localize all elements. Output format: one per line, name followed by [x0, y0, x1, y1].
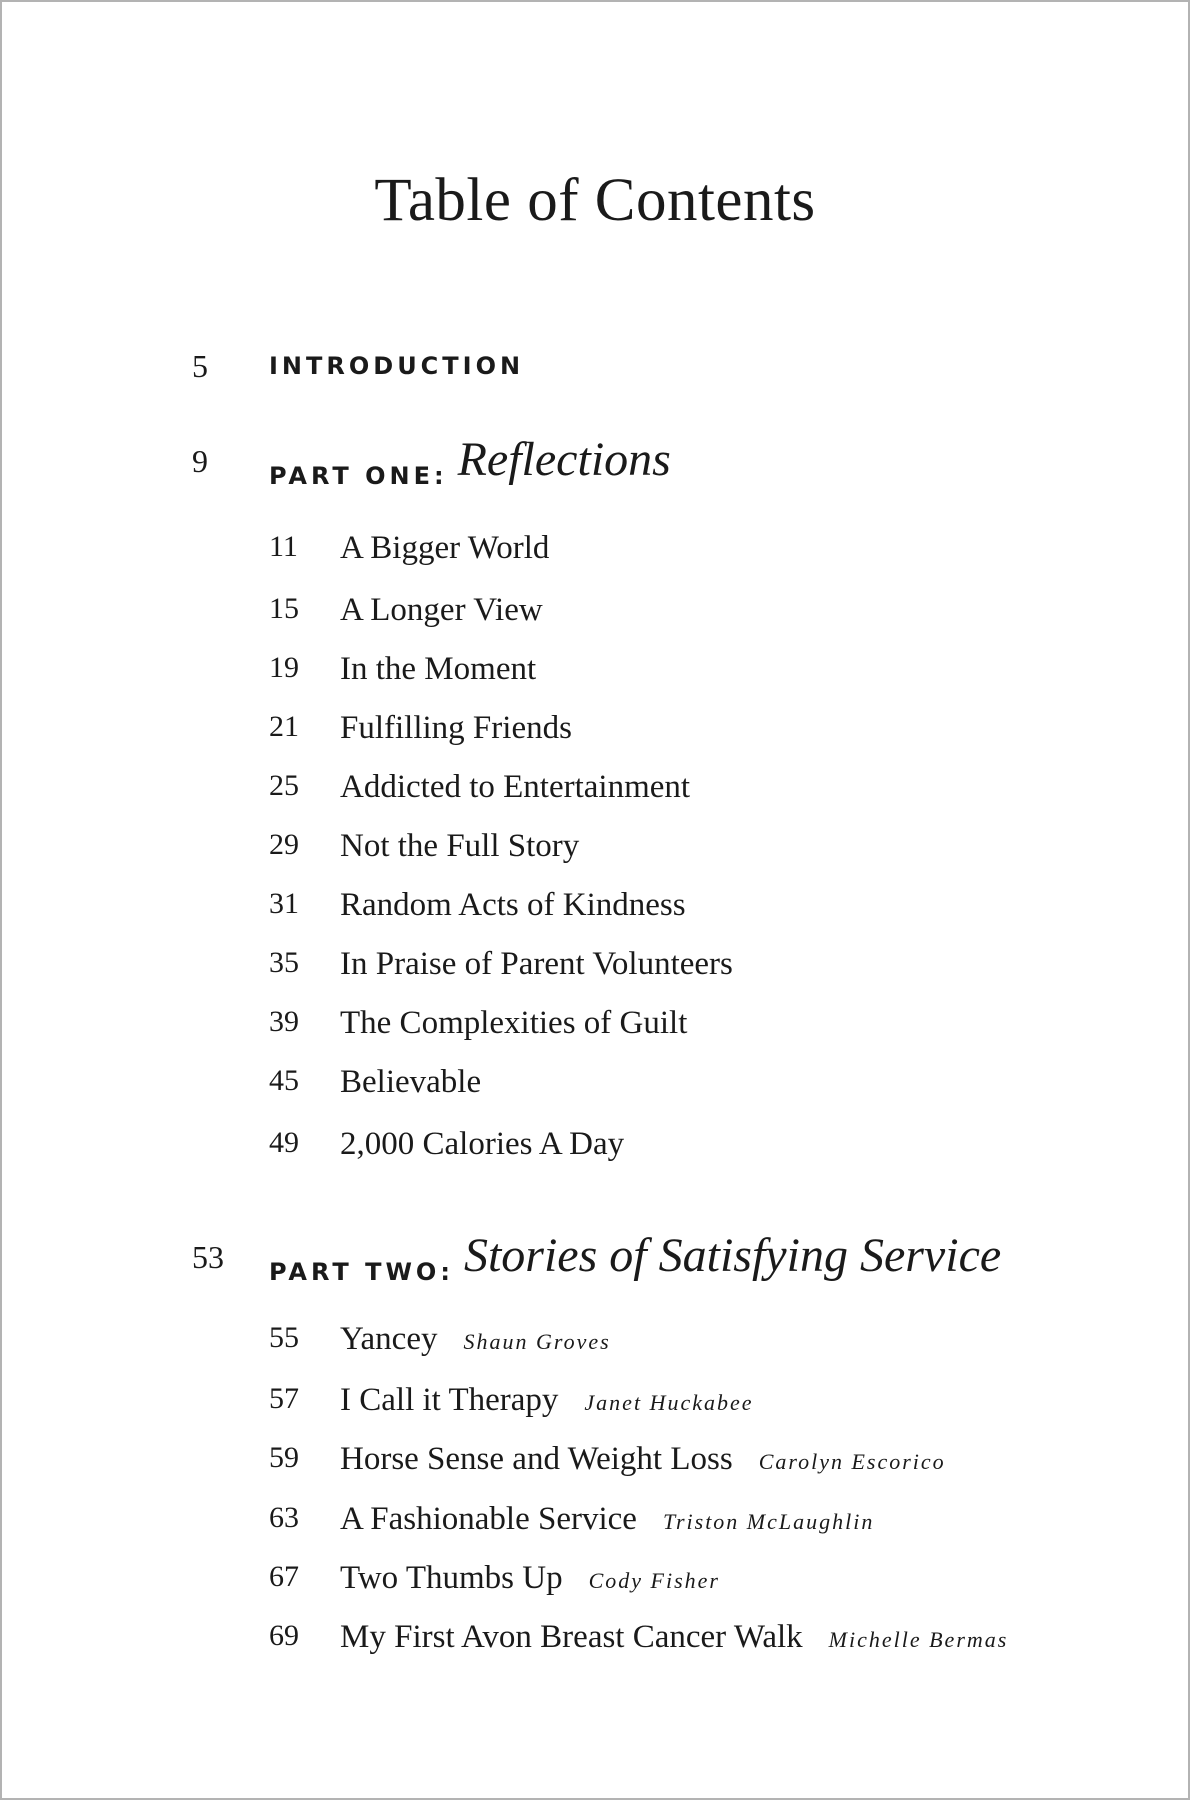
page-number: 45: [269, 1064, 299, 1097]
section-label: INTRODUCTION: [269, 352, 525, 380]
entry-title: Random Acts of Kindness: [340, 887, 686, 923]
section-label: [269, 1229, 1002, 1286]
page-number: 55: [269, 1321, 299, 1354]
entry-title-text: My First Avon Breast Cancer Walk: [340, 1619, 803, 1655]
entry-title: In the Moment: [340, 651, 537, 687]
page-number: 29: [269, 828, 299, 861]
entry-author: Michelle Bermas: [828, 1627, 1009, 1652]
part-label: PART ONE:: [269, 462, 448, 490]
page-number: 19: [269, 651, 299, 684]
entry-author: Shaun Groves: [463, 1329, 611, 1354]
part-title: Reflections: [457, 433, 671, 486]
page-title: Table of Contents: [374, 167, 816, 234]
entry-title: Addicted to Entertainment: [340, 769, 691, 805]
entry-title-text: Horse Sense and Weight Loss: [340, 1441, 733, 1477]
entry-author: Triston McLaughlin: [662, 1509, 875, 1534]
entry-title-text: Two Thumbs Up: [340, 1560, 563, 1596]
page-number: 15: [269, 592, 299, 625]
entry-title: [340, 1503, 874, 1536]
entry-title: [340, 1323, 611, 1356]
entry-title: [340, 1384, 754, 1417]
page-number: 5: [192, 348, 208, 384]
page-number: 67: [269, 1560, 299, 1593]
entry-author: Janet Huckabee: [584, 1390, 754, 1415]
entry-title: [340, 1443, 946, 1476]
entry-title: 2,000 Calories A Day: [340, 1126, 625, 1162]
entry-title: A Longer View: [340, 592, 543, 628]
page-number: 49: [269, 1126, 299, 1159]
entry-title-text: I Call it Therapy: [340, 1382, 559, 1418]
page-number: 53: [192, 1239, 224, 1275]
entry-title-text: A Fashionable Service: [340, 1501, 637, 1537]
entry-title: A Bigger World: [340, 530, 550, 566]
entry-title: Fulfilling Friends: [340, 710, 572, 746]
entry-title: The Complexities of Guilt: [340, 1005, 688, 1041]
page-number: 63: [269, 1501, 299, 1534]
entry-title: [340, 1562, 720, 1595]
part-label: PART TWO:: [269, 1258, 454, 1286]
entry-title: Believable: [340, 1064, 482, 1100]
entry-title-text: Yancey: [340, 1321, 438, 1357]
page-number: 11: [269, 530, 298, 563]
page-number: 31: [269, 887, 299, 920]
page-number: 39: [269, 1005, 299, 1038]
page-number: 35: [269, 946, 299, 979]
page-number: 57: [269, 1382, 299, 1415]
page-number: 59: [269, 1441, 299, 1474]
page-number: 25: [269, 769, 299, 802]
entry-author: Cody Fisher: [588, 1568, 720, 1593]
entry-title: In Praise of Parent Volunteers: [340, 946, 733, 982]
page-number: 21: [269, 710, 299, 743]
page-number: 69: [269, 1619, 299, 1652]
section-label: [269, 433, 671, 490]
entry-title: Not the Full Story: [340, 828, 580, 864]
entry-title: [340, 1621, 1008, 1654]
part-title: Stories of Satisfying Service: [463, 1229, 1002, 1282]
page-number: 9: [192, 443, 208, 479]
entry-author: Carolyn Escorico: [758, 1449, 946, 1474]
